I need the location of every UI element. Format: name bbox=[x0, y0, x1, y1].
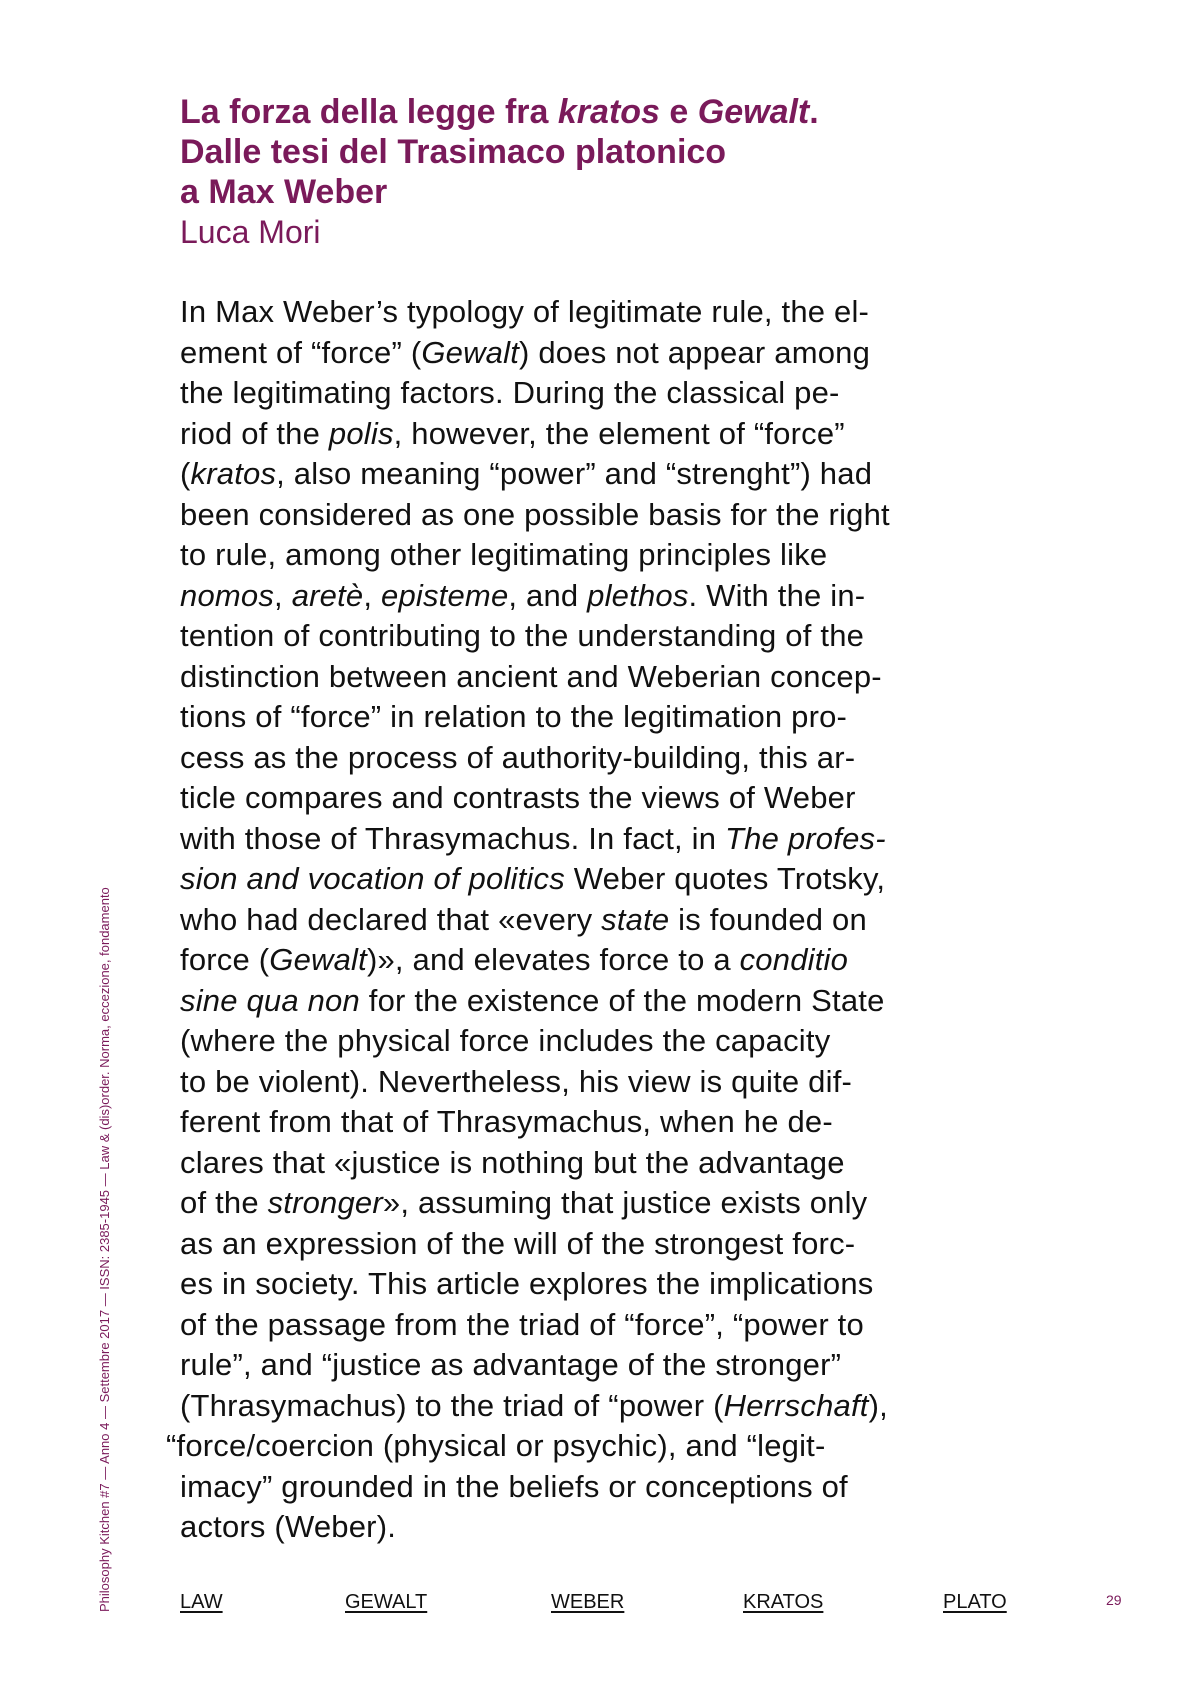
abstract-line: In Max Weber’s typology of legitimate rule, the el- bbox=[180, 294, 870, 329]
abstract-line: imacy” grounded in the beliefs or conceptions of bbox=[180, 1468, 848, 1504]
abstract-line: as an expression of the will of the strongest forc- bbox=[180, 1225, 856, 1261]
abstract-line: to be violent). Nevertheless, his view is quite dif- bbox=[180, 1063, 853, 1099]
keyword-plato[interactable]: PLATO bbox=[943, 1591, 1007, 1613]
abstract-line: es in society. This article explores the implications bbox=[180, 1266, 874, 1301]
keyword-kratos[interactable]: KRATOS bbox=[743, 1591, 824, 1613]
abstract-line: “force/coercion (physical or psychic), and “legit- bbox=[166, 1428, 826, 1463]
title-line-1 bbox=[180, 92, 1080, 132]
abstract-line: sion and vocation of politics Weber quotes Trotsky, bbox=[180, 861, 886, 896]
abstract-line: ement of “force” (Gewalt) does not appear among bbox=[180, 334, 871, 370]
abstract-line: (where the physical force includes the capacity bbox=[180, 1023, 831, 1058]
abstract-line: riod of the polis, however, the element of “force” bbox=[180, 415, 845, 451]
journal-sidebar-info: Philosophy Kitchen #7 — Anno 4 — Settembre 2017 — ISSN: 2385-1945 — Law & (dis)order. Norma, eccezione, fondamento bbox=[97, 887, 112, 1612]
keyword-list bbox=[180, 1588, 1080, 1618]
abstract-line: of the stronger», assuming that justice exists only bbox=[180, 1185, 868, 1220]
title-italic-kratos: kratos bbox=[557, 93, 660, 131]
abstract-line: ticle compares and contrasts the views of Weber bbox=[180, 780, 856, 815]
title-text: . bbox=[809, 93, 819, 131]
abstract bbox=[166, 292, 1060, 1548]
title-text: La forza della legge fra bbox=[180, 93, 558, 131]
author-name: Luca Mori bbox=[180, 214, 321, 250]
abstract-line: force (Gewalt)», and elevates force to a conditio bbox=[180, 942, 849, 977]
abstract-line: the legitimating factors. During the classical pe- bbox=[180, 375, 840, 410]
keyword-gewalt[interactable]: GEWALT bbox=[345, 1591, 428, 1613]
title-text: e bbox=[659, 93, 698, 131]
abstract-line: cess as the process of authority-building, this ar- bbox=[180, 739, 856, 775]
abstract-line: actors (Weber). bbox=[180, 1509, 397, 1544]
abstract-line: nomos, aretè, episteme, and plethos. With the in- bbox=[180, 577, 866, 613]
keyword-law[interactable]: LAW bbox=[180, 1591, 223, 1613]
abstract-line: sine qua non for the existence of the modern State bbox=[180, 982, 885, 1018]
title-line-2: Dalle tesi del Trasimaco platonico bbox=[180, 133, 727, 171]
title-italic-gewalt: Gewalt bbox=[697, 93, 810, 131]
abstract-line: with those of Thrasymachus. In fact, in The profes- bbox=[180, 820, 886, 856]
abstract-line: of the passage from the triad of “force”, “power to bbox=[180, 1306, 864, 1342]
page-number: 29 bbox=[1106, 1592, 1122, 1608]
abstract-line: (Thrasymachus) to the triad of “power (Herrschaft), bbox=[180, 1387, 888, 1423]
title-line-3: a Max Weber bbox=[180, 173, 388, 211]
abstract-line: rule”, and “justice as advantage of the stronger” bbox=[180, 1347, 842, 1382]
abstract-line: distinction between ancient and Weberian concep- bbox=[180, 658, 882, 694]
abstract-line: tention of contributing to the understanding of the bbox=[180, 618, 865, 653]
abstract-line: who had declared that «every state is founded on bbox=[180, 901, 867, 937]
abstract-line: (kratos, also meaning “power” and “strenght”) had bbox=[180, 456, 873, 491]
abstract-line: ferent from that of Thrasymachus, when he de- bbox=[180, 1104, 833, 1139]
abstract-line: to rule, among other legitimating principles like bbox=[180, 537, 828, 572]
abstract-line: been considered as one possible basis for the right bbox=[180, 496, 890, 532]
abstract-line: tions of “force” in relation to the legitimation pro- bbox=[180, 699, 848, 734]
article-header bbox=[180, 92, 1080, 252]
keyword-weber[interactable]: WEBER bbox=[551, 1591, 625, 1613]
abstract-line: clares that «justice is nothing but the advantage bbox=[180, 1144, 845, 1180]
